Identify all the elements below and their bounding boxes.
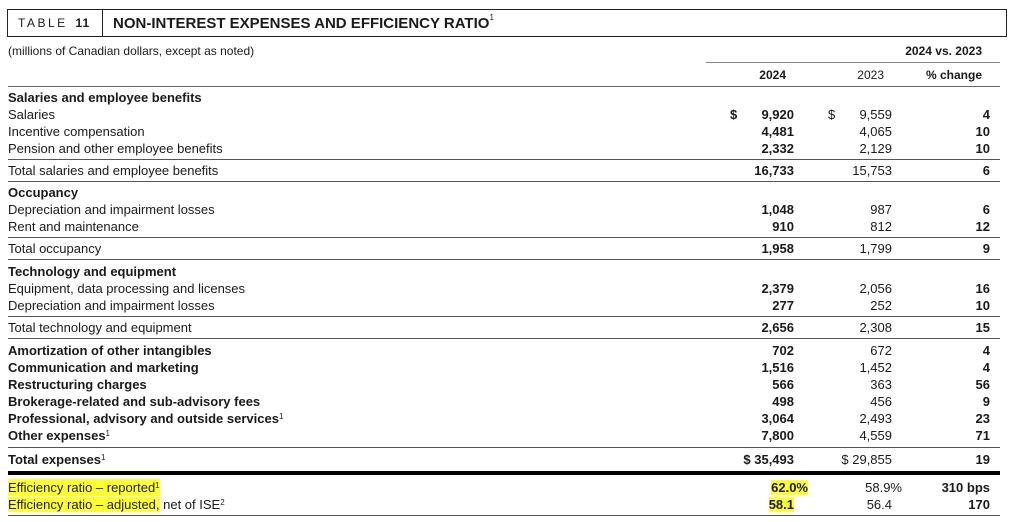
row-label <box>8 451 105 468</box>
efficiency-adjusted-row <box>8 496 1000 513</box>
table-row <box>8 140 1000 157</box>
divider <box>8 515 1000 516</box>
value-2024: 1,516 <box>761 360 794 375</box>
value-2023: 2,308 <box>859 320 892 335</box>
value-2023: 812 <box>870 219 892 234</box>
value-change: 10 <box>975 141 990 156</box>
table-row <box>8 410 1000 427</box>
total-row <box>8 319 1000 336</box>
col-header-2023: 2023 <box>857 68 884 82</box>
table-row <box>8 393 1000 410</box>
value-2024: 910 <box>772 219 794 234</box>
value-2023: 15,753 <box>852 163 892 178</box>
value-2024: 7,800 <box>761 428 794 443</box>
row-label: Communication and marketing <box>8 360 199 375</box>
section-heading-label: Technology and equipment <box>8 264 177 279</box>
value-change: 9 <box>982 394 990 409</box>
footnote-marker: 1 <box>155 481 160 490</box>
col-header-change: % change <box>925 68 982 82</box>
value-change: 6 <box>982 202 990 217</box>
footnote-marker: 2 <box>220 498 225 507</box>
value-2023: 987 <box>870 202 892 217</box>
value-2024: 1,958 <box>761 241 794 256</box>
table-number-label <box>8 10 103 36</box>
value-change: 170 <box>968 497 990 512</box>
total-row <box>8 162 1000 179</box>
row-label: Equipment, data processing and licenses <box>8 281 246 296</box>
row-label: Depreciation and impairment losses <box>8 298 215 313</box>
value-2023: 672 <box>870 343 892 358</box>
value-2024: 498 <box>772 394 794 409</box>
row-label: Salaries <box>8 107 55 122</box>
value-2023: 363 <box>870 377 892 392</box>
footnote-marker: 1 <box>100 453 106 462</box>
value-2023: 1,799 <box>859 241 892 256</box>
value-2023: 2,129 <box>859 141 892 156</box>
value-2024: 566 <box>772 377 794 392</box>
value-change: 310 bps <box>941 480 990 495</box>
thick-divider <box>8 471 1000 475</box>
value-2024: 702 <box>772 343 794 358</box>
currency-symbol: $ <box>828 107 836 122</box>
value-change: 4 <box>982 107 990 122</box>
table-row <box>8 201 1000 218</box>
row-label <box>8 496 225 513</box>
row-label-text: Professional, advisory and outside services <box>8 411 279 426</box>
value-change: 4 <box>982 343 990 358</box>
value-change: 56 <box>975 377 990 392</box>
divider <box>8 237 1000 238</box>
value-2023: 4,065 <box>859 124 892 139</box>
table-title-box <box>7 9 1007 37</box>
value-2024: 16,733 <box>754 163 794 178</box>
row-label: Brokerage-related and sub-advisory fees <box>8 394 261 409</box>
table-label-text: TABLE <box>18 16 68 30</box>
efficiency-reported-row <box>8 479 1000 496</box>
row-label: Depreciation and impairment losses <box>8 202 215 217</box>
value-2024: 3,064 <box>761 411 794 426</box>
divider <box>8 259 1000 260</box>
row-label: Total salaries and employee benefits <box>8 163 219 178</box>
row-label: Amortization of other intangibles <box>8 343 212 358</box>
value-2024: 2,379 <box>761 281 794 296</box>
value-change: 19 <box>975 452 990 467</box>
units-note: (millions of Canadian dollars, except as noted) <box>8 44 255 58</box>
divider <box>8 159 1000 160</box>
value-change: 6 <box>982 163 990 178</box>
divider <box>8 447 1000 448</box>
section-heading <box>8 263 1000 280</box>
value-change: 23 <box>975 411 990 426</box>
value-2023: 9,559 <box>859 107 892 122</box>
divider <box>8 181 1000 182</box>
row-label-text: Total expenses <box>8 452 101 467</box>
value-change: 15 <box>975 320 990 335</box>
value-2024: 2,332 <box>761 141 794 156</box>
table-title-text: NON-INTEREST EXPENSES AND EFFICIENCY RATIO <box>113 14 490 32</box>
value-2023: 1,452 <box>859 360 892 375</box>
highlighted-value: 58.1 <box>768 497 794 512</box>
table-row <box>8 106 1000 123</box>
section-heading-label: Salaries and employee benefits <box>8 90 202 105</box>
row-label-rest: net of ISE <box>159 497 221 512</box>
value-2023: 4,559 <box>859 428 892 443</box>
table-row <box>8 427 1000 444</box>
value-change: 16 <box>975 281 990 296</box>
row-label: Rent and maintenance <box>8 219 139 234</box>
section-heading <box>8 184 1000 201</box>
value-2024 <box>748 496 794 513</box>
value-change: 71 <box>975 428 990 443</box>
footnote-marker: 1 <box>278 412 284 421</box>
row-label: Incentive compensation <box>8 124 145 139</box>
table-row <box>8 376 1000 393</box>
header-rule <box>8 86 1000 87</box>
comparison-group-header: 2024 vs. 2023 <box>905 44 982 58</box>
value-2024: 4,481 <box>761 124 794 139</box>
divider <box>8 338 1000 339</box>
value-2023: 56.4 <box>866 497 892 512</box>
divider <box>8 316 1000 317</box>
row-label <box>8 427 110 444</box>
row-label-highlighted: Efficiency ratio – adjusted, <box>8 497 160 512</box>
value-2023: 456 <box>870 394 892 409</box>
value-2024 <box>760 479 808 496</box>
value-2024: $ 35,493 <box>743 452 794 467</box>
value-2023: 252 <box>870 298 892 313</box>
group-header-rule <box>706 62 1000 63</box>
footnote-marker: 1 <box>105 429 110 438</box>
currency-symbol: $ <box>730 107 738 122</box>
value-change: 4 <box>982 360 990 375</box>
title-footnote-marker: 1 <box>489 12 494 22</box>
value-change: 9 <box>982 241 990 256</box>
table-row <box>8 280 1000 297</box>
row-label: Total occupancy <box>8 241 102 256</box>
table-row <box>8 297 1000 314</box>
value-2024: 2,656 <box>761 320 794 335</box>
total-row <box>8 240 1000 257</box>
row-label: Total technology and equipment <box>8 320 192 335</box>
value-change: 12 <box>975 219 990 234</box>
total-expenses-row <box>8 451 1000 468</box>
table-row <box>8 359 1000 376</box>
row-label <box>8 479 160 496</box>
section-heading-label: Occupancy <box>8 185 79 200</box>
value-2023: $ 29,855 <box>841 452 892 467</box>
value-2023: 2,493 <box>859 411 892 426</box>
table-row <box>8 218 1000 235</box>
table-row <box>8 342 1000 359</box>
value-2024: 9,920 <box>761 107 794 122</box>
row-label-text: Efficiency ratio – reported <box>8 480 156 495</box>
section-heading <box>8 89 1000 106</box>
table-number: 11 <box>75 16 91 30</box>
table-row <box>8 123 1000 140</box>
value-2023: 2,056 <box>859 281 892 296</box>
value-2023: 58.9% <box>865 480 902 495</box>
value-2024: 277 <box>772 298 794 313</box>
row-label-text: Other expenses <box>8 428 106 443</box>
table-title <box>103 12 494 32</box>
col-header-2024: 2024 <box>759 68 786 82</box>
row-label: Restructuring charges <box>8 377 147 392</box>
value-change: 10 <box>975 298 990 313</box>
row-label <box>8 410 283 427</box>
highlighted-value: 62.0% <box>771 480 808 495</box>
value-2024: 1,048 <box>761 202 794 217</box>
row-label: Pension and other employee benefits <box>8 141 223 156</box>
value-change: 10 <box>975 124 990 139</box>
